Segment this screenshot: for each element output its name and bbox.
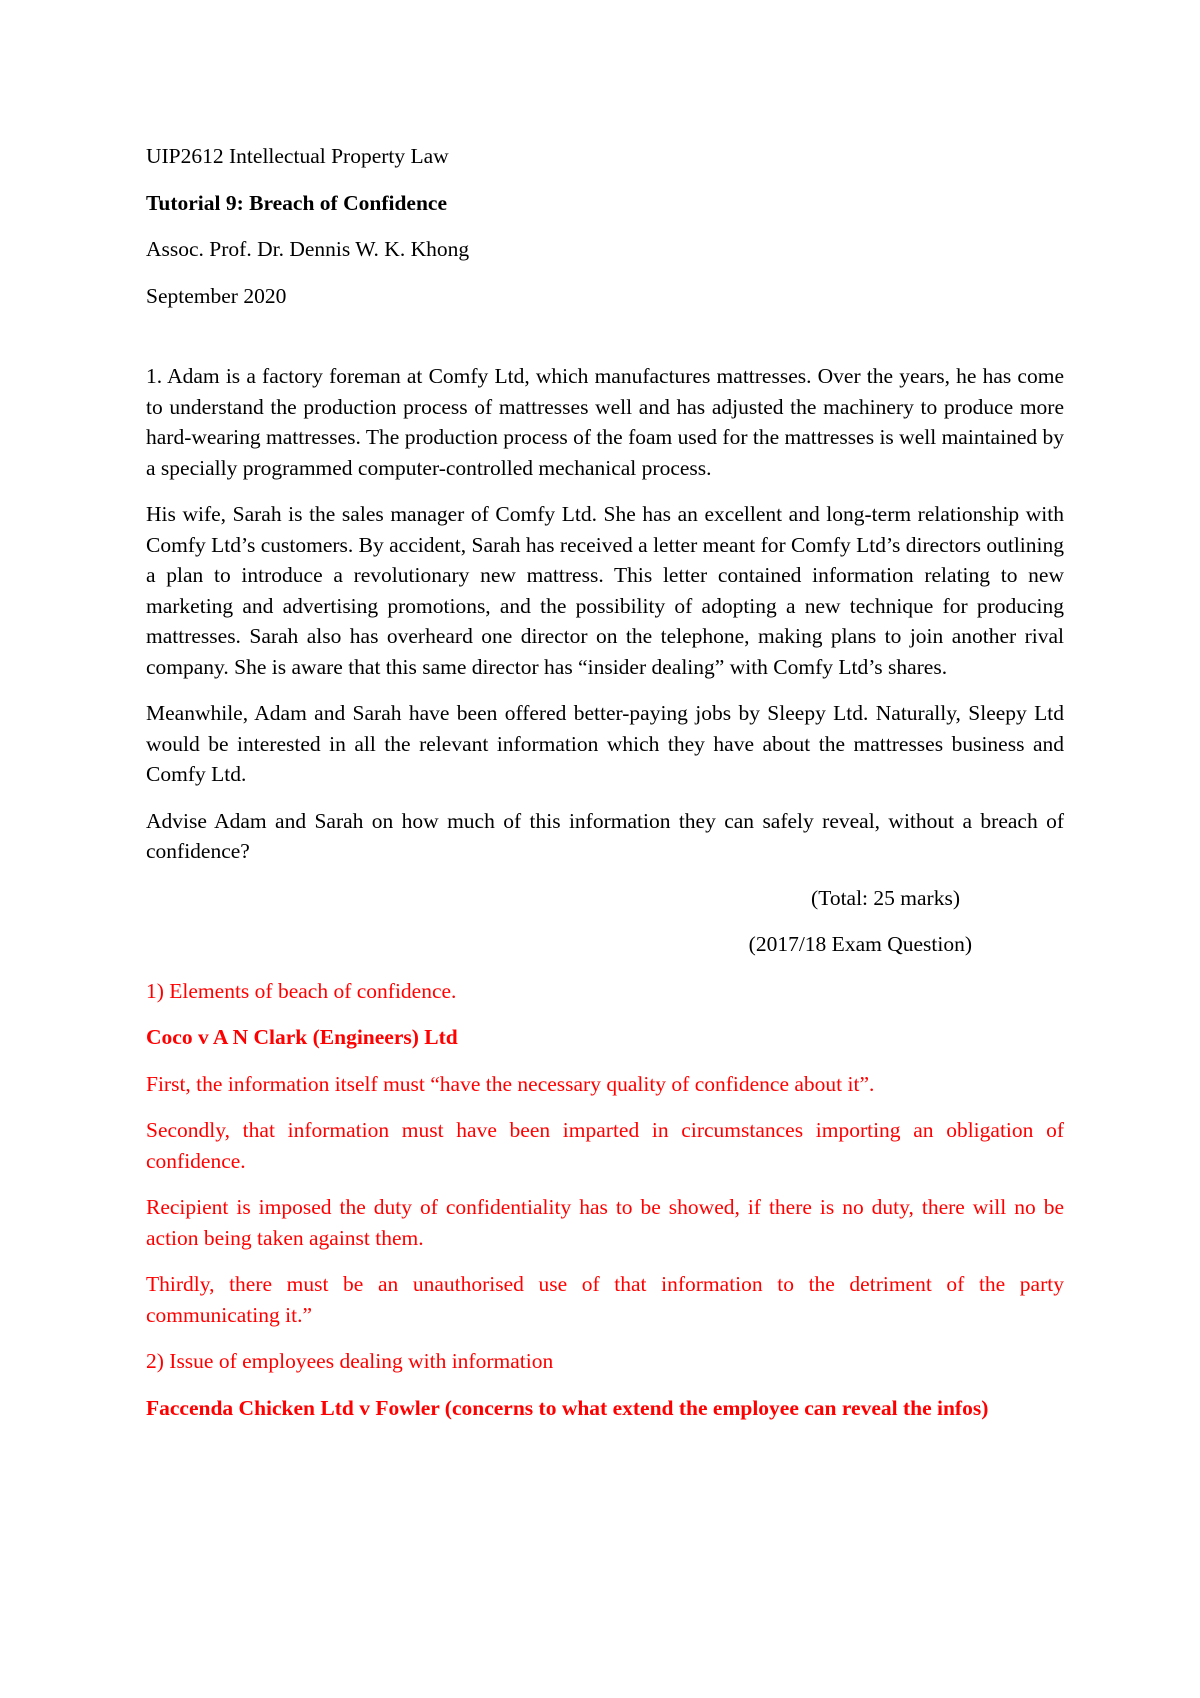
notes-point-3: Recipient is imposed the duty of confidentiality has to be showed, if there is no duty, there will no be action being taken against them. [146,1195,1064,1250]
lecturer-name: Assoc. Prof. Dr. Dennis W. K. Khong [146,237,470,261]
question-paragraph-3: Meanwhile, Adam and Sarah have been offered better-paying jobs by Sleepy Ltd. Naturally, Sleepy Ltd would be interested in all the relevant information which they have about the mattresses business and Comfy Ltd. [146,701,1064,786]
tutorial-title: Tutorial 9: Breach of Confidence [146,190,447,215]
total-marks: (Total: 25 marks) [811,885,960,910]
document-content [146,141,1064,1439]
case-coco-v-clark: Coco v A N Clark (Engineers) Ltd [146,1025,458,1049]
notes-section-1-heading: 1) Elements of beach of confidence. [146,978,457,1003]
spacer [146,327,1064,361]
case-faccenda-v-fowler: Faccenda Chicken Ltd v Fowler (concerns to what extend the employee can reveal the infos) [146,1395,989,1420]
question-paragraph-4: Advise Adam and Sarah on how much of this information they can safely reveal, without a breach of confidence? [146,808,1064,863]
notes-point-2: Secondly, that information must have been imparted in circumstances importing an obligation of confidence. [146,1118,1064,1173]
notes-point-1: First, the information itself must “have the necessary quality of confidence about it”. [146,1071,875,1096]
notes-point-4: Thirdly, there must be an unauthorised use of that information to the detriment of the party communicating it.” [146,1272,1064,1327]
notes-section-2-heading: 2) Issue of employees dealing with information [146,1349,554,1373]
question-paragraph-1: 1. Adam is a factory foreman at Comfy Ltd, which manufactures mattresses. Over the years, he has come to understand the production process of mattresses well and has adjusted the machinery to produce more hard-wearing mattresses. The production process of the foam used for the mattresses is well maintained by a specially programmed computer-controlled mechanical process. [146,364,1064,480]
exam-source: (2017/18 Exam Question) [748,932,972,956]
document-date: September 2020 [146,283,287,308]
course-title: UIP2612 Intellectual Property Law [146,144,449,168]
question-paragraph-2: His wife, Sarah is the sales manager of Comfy Ltd. She has an excellent and long-term relationship with Comfy Ltd’s customers. By accident, Sarah has received a letter meant for Comfy Ltd’s directors outlining a plan to introduce a revolutionary new mattress. This letter contained information relating to new marketing and advertising promotions, and the possibility of adopting a new technique for producing mattresses. Sarah also has overheard one director on the telephone, making plans to join another rival company. She is aware that this same director has “insider dealing” with Comfy Ltd’s shares. [146,502,1064,679]
